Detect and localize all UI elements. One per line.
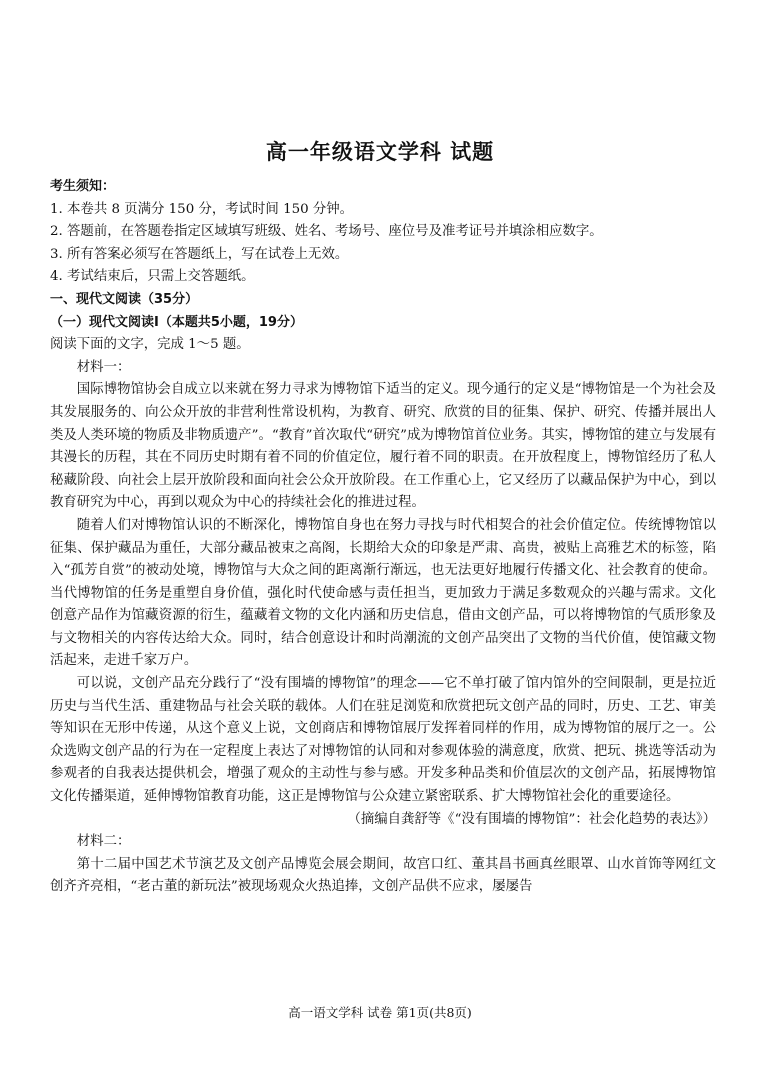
notice-item: 1. 本卷共 8 页满分 150 分，考试时间 150 分钟。 (50, 201, 354, 217)
notice-item: 2. 答题前，在答题卷指定区域填写班级、姓名、考场号、座位号及准考证号并填涂相应数字。 (50, 224, 603, 240)
notice-item: 3. 所有答案必须写在答题纸上，写在试卷上无效。 (50, 246, 349, 262)
material1-label: 材料一： (76, 359, 131, 375)
material2-label: 材料二： (76, 834, 131, 850)
notice-heading: 考生须知： (50, 179, 116, 194)
section-heading: 一、现代文阅读（35分） (50, 291, 199, 307)
notice-item: 4. 考试结束后，只需上交答题纸。 (50, 269, 255, 285)
material1-paragraph: 可以说，文创产品充分践行了“没有围墙的博物馆”的理念——它不单打破了馆内馆外的空间限制，更是拉近历史与当代生活、重建物品与社会关联的载体。人们在驻足浏览和欣赏把玩文创产品的同时，历史、工艺、审美等知识在无形中传递，从这个意义上说，文创商店和博物馆展厅发挥着同样的作用，成为博物馆的展厅之一。公众选购文创产品的行为在一定程度上表达了对博物馆的认同和对参观体验的满意度，欣赏、把玩、挑选等活动为参观者的自我表达提供机会，增强了观众的主动性与参与感。开发多种品类和价值层次的文创产品，拓展博物馆文化传播渠道，延伸博物馆教育功能，这正是博物馆与公众建立紧密联系、扩大博物馆社会化的重要途径。 (50, 676, 716, 805)
subsection-heading: （一）现代文阅读Ⅰ（本题共5小题，19分） (50, 314, 303, 330)
page-footer: 高一语文学科 试卷 第1页(共8页) (288, 1005, 472, 1020)
material1-source: （摘编自龚舒等《“没有围墙的博物馆”：社会化趋势的表达》） (347, 811, 716, 827)
reading-instruction: 阅读下面的文字，完成 1～5 题。 (50, 337, 250, 353)
page-title: 高一年级语文学科 试题 (265, 140, 495, 164)
material1-paragraph: 国际博物馆协会自成立以来就在努力寻求为博物馆下适当的定义。现今通行的定义是“博物馆是一个为社会及其发展服务的、向公众开放的非营利性常设机构，为教育、研究、欣赏的目的征集、保护、研究、传播并展出人类及人类环境的物质及非物质遗产”。“教育”首次取代“研究”成为博物馆首位业务。其实，博物馆的建立与发展有其漫长的历程，其在不同历史时期有着不同的价值定位，履行着不同的职责。在开放程度上，博物馆经历了私人秘藏阶段、向社会上层开放阶段和面向社会公众开放阶段。在工作重心上，它又经历了以藏品保护为中心，到以教育研究为中心，再到以观众为中心的持续社会化的推进过程。 (50, 382, 716, 511)
material2-paragraph: 第十二届中国艺术节演艺及文创产品博览会展会期间，故宫口红、董其昌书画真丝眼罩、山水首饰等网红文创齐齐亮相，“老古董的新玩法”被现场观众火热追捧，文创产品供不应求，屡屡告 (50, 856, 716, 895)
exam-content (50, 176, 716, 899)
material1-paragraph: 随着人们对博物馆认识的不断深化，博物馆自身也在努力寻找与时代相契合的社会价值定位。传统博物馆以征集、保护藏品为重任，大部分藏品被束之高阁，长期给大众的印象是严肃、高贵，被贴上高雅艺术的标签，陷入“孤芳自赏”的被动处境，博物馆与大众之间的距离渐行渐远，也无法更好地履行传播文化、社会教育的使命。当代博物馆的任务是重塑自身价值，强化时代使命感与责任担当，更加致力于满足多数观众的兴趣与需求。文化创意产品作为馆藏资源的衍生，蕴藏着文物的文化内涵和历史信息，借由文创产品，可以将博物馆的气质形象及与文物相关的内容传达给大众。同时，结合创意设计和时尚潮流的文创产品突出了文物的当代价值，使馆藏文物活起来，走进千家万户。 (50, 517, 716, 669)
